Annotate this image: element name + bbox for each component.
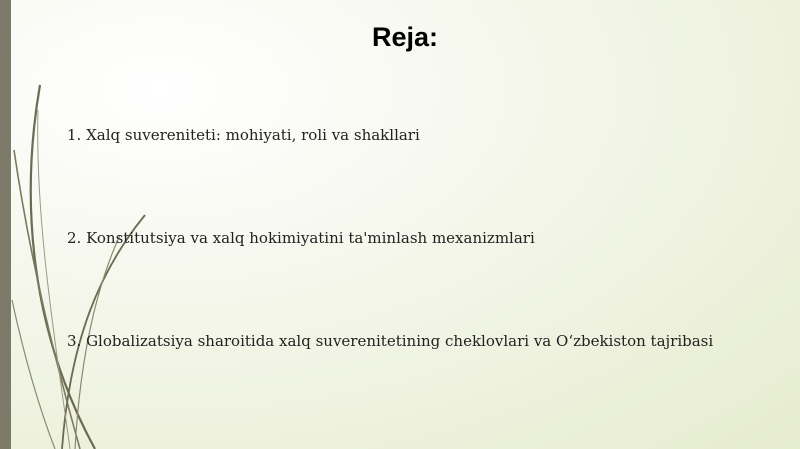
slide-title: Reja:	[371, 22, 439, 52]
left-accent-bar	[0, 0, 11, 449]
plan-item-2: 2. Konstitutsiya va xalq hokimiyatini ta'minlash mexanizmlari	[67, 229, 535, 247]
grass-stem	[14, 150, 80, 449]
grass-stem	[12, 300, 55, 449]
plan-item-3: 3. Globalizatsiya sharoitida xalq suverenitetining cheklovlari va O‘zbekiston tajribasi	[67, 332, 714, 350]
grass-stem	[38, 110, 70, 449]
plan-item-1: 1. Xalq suvereniteti: mohiyati, roli va shakllari	[67, 126, 420, 144]
